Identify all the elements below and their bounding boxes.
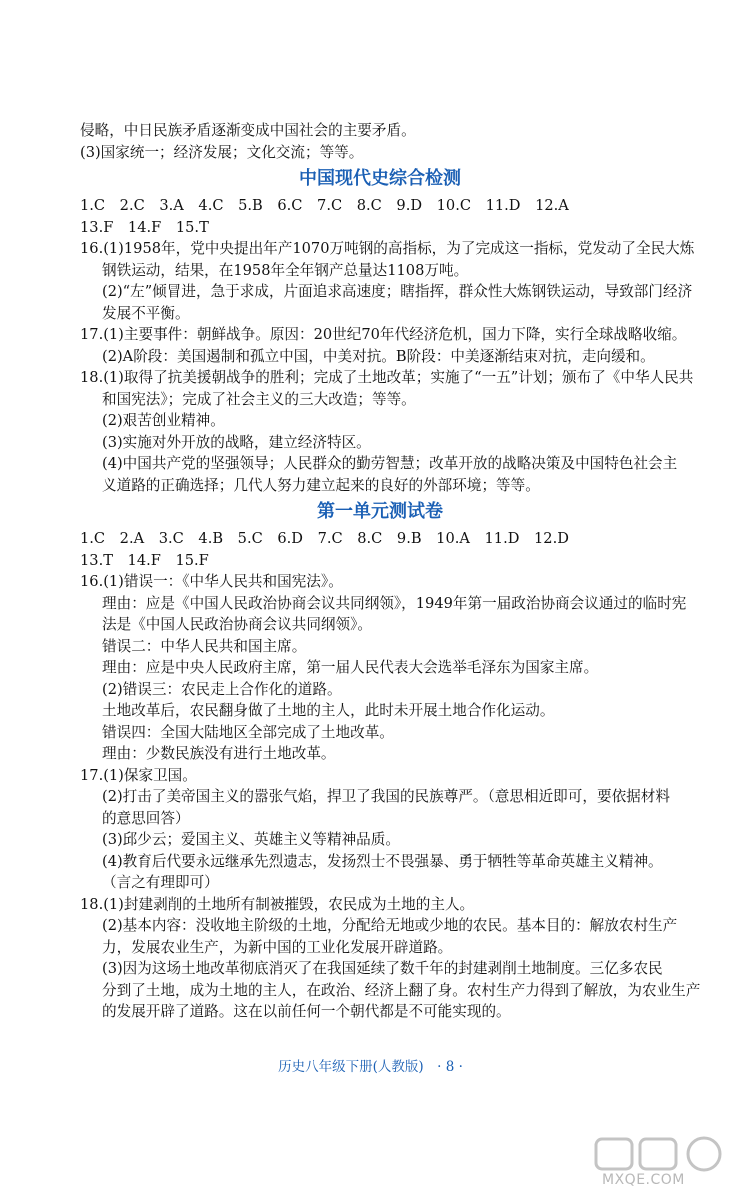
page-content: [80, 120, 701, 1023]
answer-line: 土地改革后，农民翻身做了土地的主人，此时未开展土地合作化运动。: [102, 702, 555, 719]
answer-line: 16.(1)1958年，党中央提出年产1070万吨钢的高指标，为了完成这一指标，党发动了全民大炼: [80, 240, 695, 257]
answer-line: 错误二：中华人民共和国主席。: [102, 637, 307, 655]
answer-line: (3)实施对外开放的战略，建立经济特区。: [102, 433, 371, 451]
answer-line: 13.T 14.F 15.F: [80, 551, 209, 569]
answer-line: 16.(1)错误一：《中华人民共和国宪法》。: [80, 573, 343, 590]
page-footer: 历史八年级下册(人教版) · 8 ·: [278, 1059, 463, 1075]
answer-line: 分到了土地，成为土地的主人，在政治、经济上翻了身。农村生产力得到了解放，为农业生产: [102, 981, 701, 999]
answer-line: 18.(1)取得了抗美援朝战争的胜利；完成了土地改革；实施了“一五”计划；颁布了《中华人民共: [80, 369, 694, 386]
answer-line: 1.C 2.A 3.C 4.B 5.C 6.D 7.C 8.C 9.B 10.A 11.D 12.D: [80, 530, 569, 547]
answer-line: 力，发展农业生产，为新中国的工业化发展开辟道路。: [102, 938, 453, 956]
answer-line: (2)打击了美帝国主义的嚣张气焰，捍卫了我国的民族尊严。（意思相近即可，要依据材料: [102, 788, 670, 805]
answer-line: 钢铁运动，结果，在1958年全年钢产总量达1108万吨。: [102, 261, 469, 279]
answer-line: 18.(1)封建剥削的土地所有制被摧毁，农民成为土地的主人。: [80, 895, 475, 913]
answer-line: (2)A阶段：美国遏制和孤立中国，中美对抗。B阶段：中美逐渐结束对抗，走向缓和。: [102, 347, 655, 365]
answer-line: 侵略，中日民族矛盾逐渐变成中国社会的主要矛盾。: [80, 122, 416, 139]
answer-line: 理由：应是中央人民政府主席，第一届人民代表大会选举毛泽东为国家主席。: [102, 659, 599, 676]
answer-line: (2)“左”倾冒进，急于求成，片面追求高速度；瞎指挥，群众性大炼钢铁运动，导致部门经济: [102, 283, 693, 300]
watermark-text: MXQE.COM: [602, 1172, 685, 1188]
answer-line: (3)国家统一；经济发展；文化交流；等等。: [80, 143, 364, 161]
answer-line: 义道路的正确选择；几代人努力建立起来的良好的外部环境；等等。: [102, 476, 540, 494]
answer-line: (4)教育后代要永远继承先烈遗志，发扬烈士不畏强暴、勇于牺牲等革命英雄主义精神。: [102, 852, 663, 870]
answer-line: (2)艰苦创业精神。: [102, 412, 225, 429]
answer-line: 发展不平衡。: [102, 304, 190, 322]
answer-line: (2)错误三：农民走上合作化的道路。: [102, 680, 342, 698]
answer-line: (3)邱少云；爱国主义、英雄主义等精神品质。: [102, 831, 400, 848]
answer-line: 13.F 14.F 15.T: [80, 218, 209, 236]
answer-line: 错误四：全国大陆地区全部完成了土地改革。: [102, 723, 394, 741]
answer-line: 17.(1)主要事件：朝鲜战争。原因：20世纪70年代经济危机，国力下降，实行全球战略收缩。: [80, 326, 687, 343]
section-heading: 中国现代史综合检测: [299, 168, 461, 189]
answer-line: 法是《中国人民政治协商会议共同纲领》。: [102, 616, 372, 633]
answer-line: (2)基本内容：没收地主阶级的土地，分配给无地或少地的农民。基本目的：解放农村生产: [102, 917, 678, 934]
section-heading: 第一单元测试卷: [317, 501, 443, 522]
answer-line: (3)因为这场土地改革彻底消灭了在我国延续了数千年的封建剥削土地制度。三亿多农民: [102, 960, 663, 977]
answer-line: 和国宪法》；完成了社会主义的三大改造；等等。: [102, 390, 416, 408]
answer-line: （言之有理即可）: [102, 874, 219, 891]
answer-line: 理由：少数民族没有进行土地改革。: [102, 745, 336, 762]
answer-line: 1.C 2.C 3.A 4.C 5.B 6.C 7.C 8.C 9.D 10.C 11.D 12.A: [80, 197, 569, 214]
answer-line: 17.(1)保家卫国。: [80, 766, 197, 784]
answer-line: 的发展开辟了道路。这在以前任何一个朝代都是不可能实现的。: [102, 1003, 511, 1020]
answer-line: 理由：应是《中国人民政治协商会议共同纲领》，1949年第一届政治协商会议通过的临时宪: [102, 594, 687, 612]
answer-line: (4)中国共产党的坚强领导；人民群众的勤劳智慧；改革开放的战略决策及中国特色社会主: [102, 455, 678, 472]
answer-line: 的意思回答）: [102, 809, 190, 827]
